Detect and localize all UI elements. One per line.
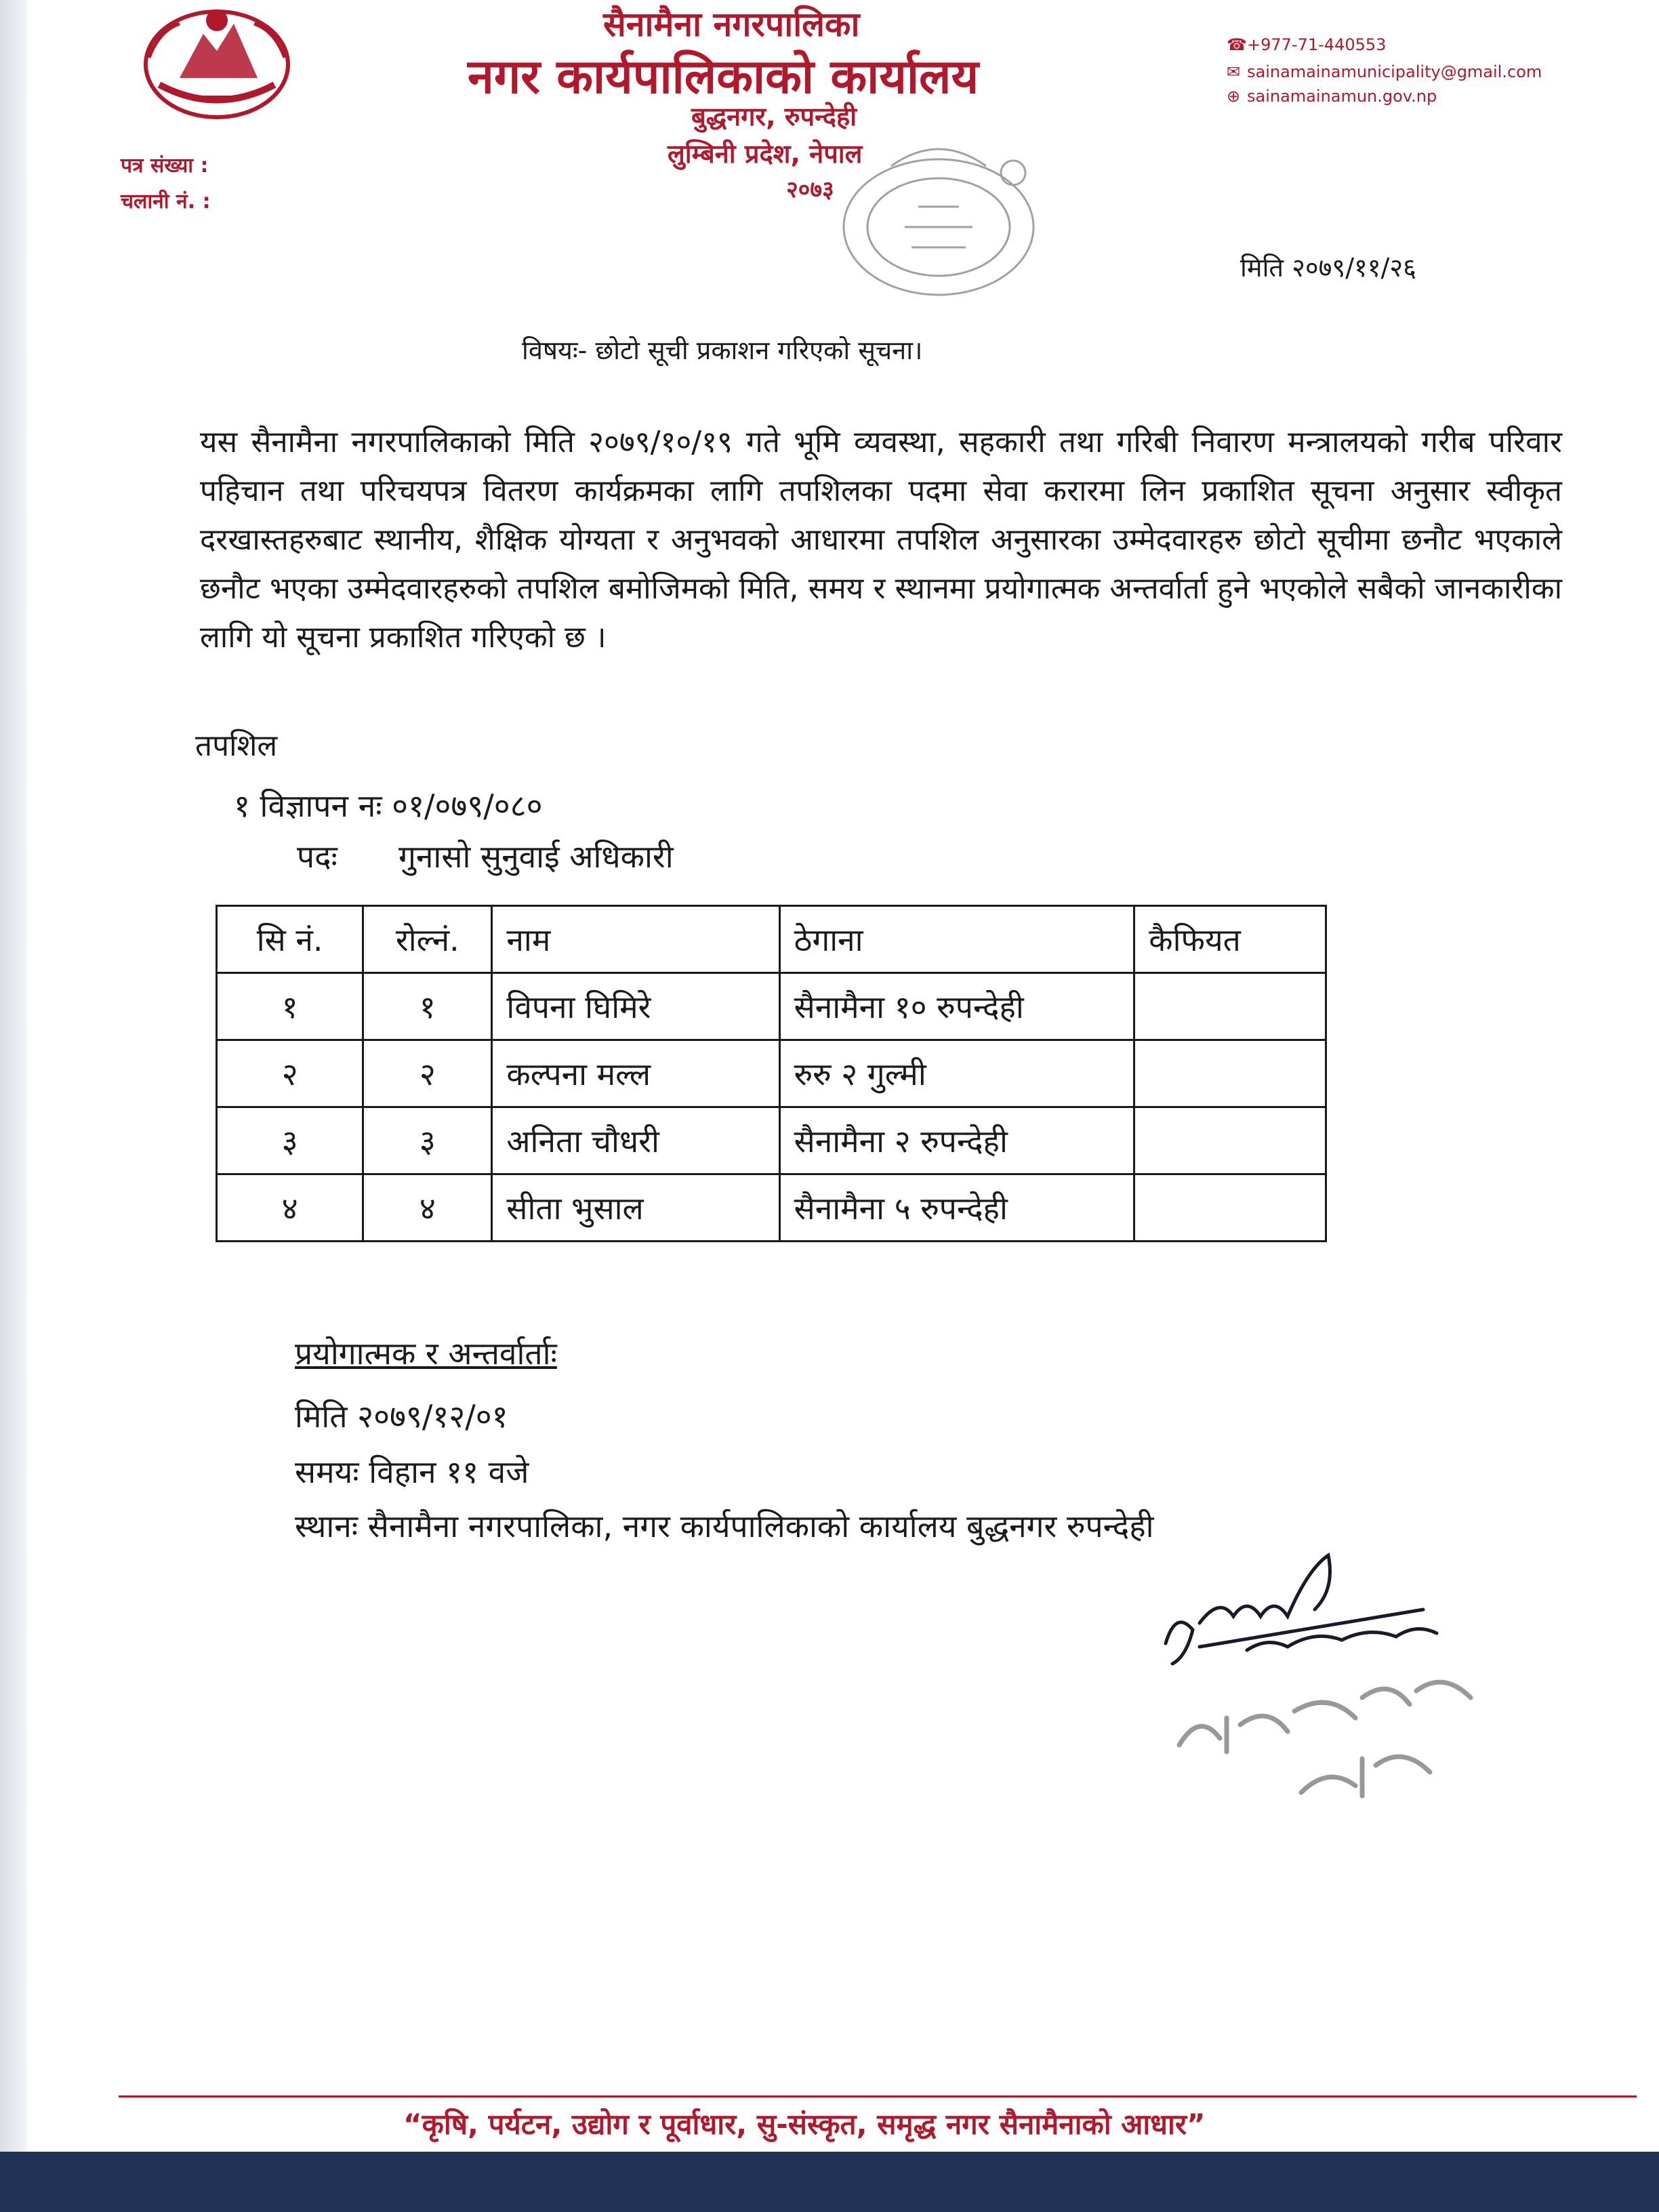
address-line-2: लुम्बिनी प्रदेश, नेपाल — [668, 139, 863, 169]
candidate-table — [216, 905, 1327, 1242]
globe-icon: ⊕ — [1227, 87, 1241, 106]
cell-name: सीता भुसाल — [492, 1174, 779, 1242]
cell-address: सैनामैना २ रुपन्देही — [779, 1107, 1134, 1174]
office-stamp — [810, 125, 1067, 322]
cell-remarks — [1134, 1107, 1326, 1174]
officer-signature — [1152, 1528, 1532, 1813]
cell-remarks — [1134, 1174, 1326, 1242]
footer-divider — [119, 2095, 1637, 2097]
interview-time: समयः विहान ११ वजे — [295, 1454, 529, 1490]
details-label: तपशिल — [195, 729, 278, 763]
nepal-emblem-icon — [132, 3, 302, 122]
subject-line: विषयः- छोटो सूची प्रकाशन गरिएको सूचना। — [522, 335, 923, 365]
established-year: २०७३ — [786, 176, 834, 203]
cell-serial: १ — [217, 973, 363, 1040]
cell-name: कल्पना मल्ल — [492, 1040, 779, 1107]
contact-email: ✉ sainamainamunicipality@gmail.com — [1227, 62, 1542, 81]
cell-address: रुरु २ गुल्मी — [779, 1040, 1134, 1107]
office-name: नगर कार्यपालिकाको कार्यालय — [468, 49, 979, 104]
footer-slogan: “कृषि, पर्यटन, उद्योग र पूर्वाधार, सु-संस्कृत, समृद्ध नगर सैनामैनाको आधार” — [403, 2108, 1206, 2141]
cell-name: विपना घिमिरे — [492, 973, 779, 1040]
table-header-row — [217, 906, 1326, 973]
table-row — [217, 1107, 1326, 1174]
interview-place: स्थानः सैनामैना नगरपालिका, नगर कार्यपालिकाको कार्यालय बुद्धनगर रुपन्देही — [295, 1508, 1154, 1544]
header-name: नाम — [492, 906, 779, 973]
cell-remarks — [1134, 973, 1326, 1040]
interview-heading: प्रयोगात्मक र अन्तर्वार्ताः — [295, 1335, 557, 1372]
email-icon: ✉ — [1227, 62, 1241, 81]
advertisement-number: १ विज्ञापन नः ०१/०७९/०८० — [234, 787, 543, 824]
notice-body: यस सैनामैना नगरपालिकाको मिति २०७९/१०/१९ गते भूमि व्यवस्था, सहकारी तथा गरिबी निवारण मन्त्रालयको गरीब परिवार पहिचान तथा परिचयपत्र वितरण कार्यक्रमका लागि तपशिलका पदमा सेवा करारमा लिन प्रकाशित सूचना अनुसार स्वीकृत दरखास्तहरुबाट स्थानीय, शैक्षिक योग्यता र अनुभवको आधारमा तपशिल अनुसारका उम्मेदवारहरु छोटो सूचीमा छनौट भएकाले छनौट भएका उम्मेदवारहरुको तपशिल बमोजिमको मिति, समय र स्थानमा प्रयोगात्मक अन्तर्वार्ता हुने भएकोले सबैको जानकारीका लागि यो सूचना प्रकाशित गरिएको छ । — [200, 425, 1562, 655]
phone-icon: ☎ — [1227, 35, 1247, 54]
cell-serial: ३ — [217, 1107, 363, 1174]
cell-address: सैनामैना ५ रुपन्देही — [779, 1174, 1134, 1242]
post-label: पदः — [297, 838, 337, 875]
cell-roll: ३ — [363, 1107, 492, 1174]
header-roll: रोल्नं. — [363, 906, 492, 973]
cell-roll: ४ — [363, 1174, 492, 1242]
table-row — [217, 1040, 1326, 1107]
table-row — [217, 1174, 1326, 1242]
interview-date: मिति २०७९/१२/०१ — [295, 1398, 508, 1435]
cell-name: अनिता चौधरी — [492, 1107, 779, 1174]
contact-phone: ☎+977-71-440553 — [1227, 35, 1387, 54]
page-edge — [0, 0, 27, 2212]
header-serial: सि नं. — [217, 906, 363, 973]
header-remarks: कैफियत — [1134, 906, 1326, 973]
desk-background — [0, 2152, 1659, 2212]
letter-date: मिति २०७९/११/२६ — [1240, 253, 1416, 283]
reference-number-label: पत्र संख्या : — [121, 154, 209, 178]
cell-serial: ४ — [217, 1174, 363, 1242]
table-row — [217, 973, 1326, 1040]
cell-roll: २ — [363, 1040, 492, 1107]
post-line — [297, 835, 674, 877]
cell-serial: २ — [217, 1040, 363, 1107]
header-address: ठेगाना — [779, 906, 1134, 973]
address-line-1: बुद्धनगर, रुपन्देही — [691, 102, 857, 131]
cell-roll: १ — [363, 973, 492, 1040]
municipality-name: सैनामैना नगरपालिका — [603, 5, 860, 44]
dispatch-number-label: चलानी नं. : — [121, 190, 211, 213]
cell-remarks — [1134, 1040, 1326, 1107]
cell-address: सैनामैना १० रुपन्देही — [779, 973, 1134, 1040]
contact-website: ⊕ sainamainamun.gov.np — [1227, 87, 1437, 106]
post-value: गुनासो सुनुवाई अधिकारी — [398, 838, 674, 875]
